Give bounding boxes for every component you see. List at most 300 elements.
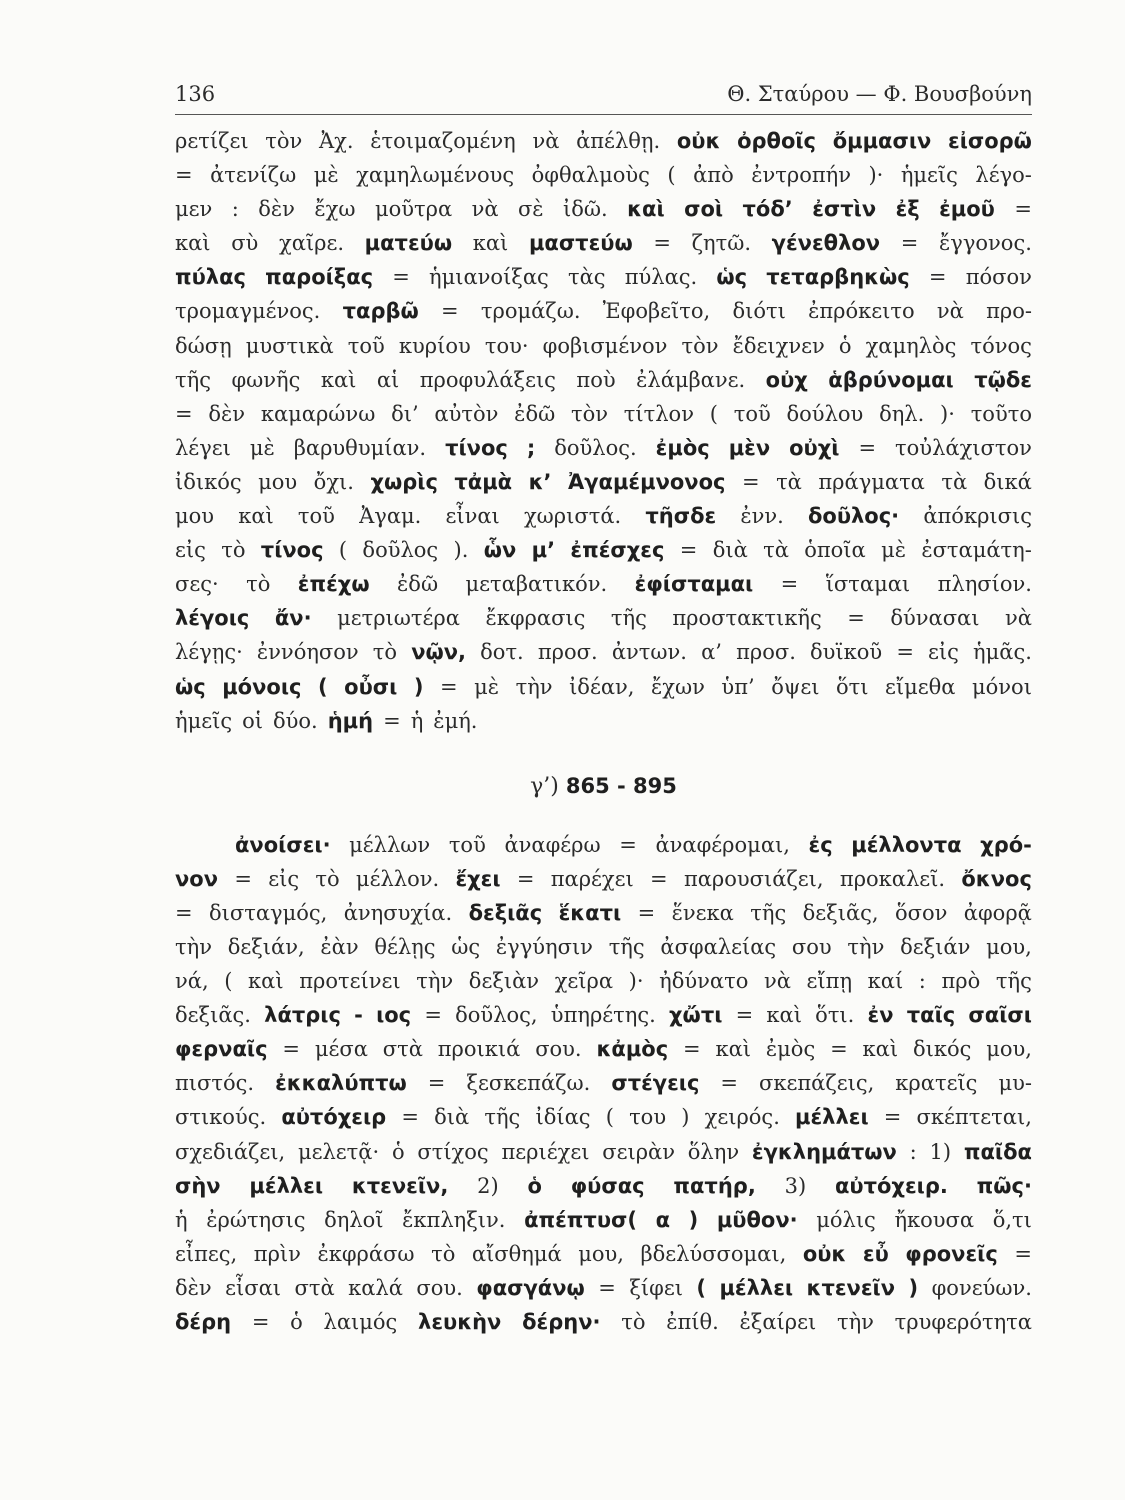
lemma-word: μόνοις	[222, 674, 302, 699]
lemma-word: ιος	[376, 1003, 412, 1028]
gloss-word: τοὐλάχιστον	[895, 435, 1032, 460]
gloss-word: =	[900, 231, 919, 256]
gloss-word: ἐὰν	[320, 934, 359, 959]
gloss-word: στικούς.	[175, 1105, 267, 1130]
gloss-word: ἡ	[410, 708, 424, 733]
text-line	[175, 862, 1032, 896]
lemma-word: σὴν	[175, 1173, 221, 1198]
gloss-word: τῆς	[750, 900, 787, 925]
gloss-word: εἶναι	[445, 504, 500, 529]
lemma-word: ἡμή	[327, 708, 374, 733]
gloss-word: ἀναφέρομαι,	[655, 832, 790, 857]
gloss-word: δηλοῖ	[324, 1207, 384, 1232]
gloss-word: ἀπέλθῃ.	[576, 129, 661, 153]
gloss-word: δοῦλος.	[554, 435, 637, 460]
gloss-word: =	[516, 866, 535, 891]
gloss-word: χωριστά.	[523, 504, 622, 529]
gloss-word: οἱ	[242, 708, 263, 733]
gloss-word: δεξιᾶς.	[175, 1003, 251, 1028]
running-head: Θ. Σταύρου — Φ. Βουσβούνη	[727, 82, 1032, 106]
gloss-word: ἔκφρασις	[485, 606, 586, 631]
gloss-word: Ἀχ.	[318, 129, 354, 153]
gloss-word: ἡμεῖς	[900, 163, 958, 188]
lemma-word: )	[908, 1275, 919, 1300]
text-line	[175, 1066, 1032, 1100]
gloss-word: ὁ	[290, 1310, 303, 1334]
text-line	[175, 896, 1032, 930]
gloss-word: βδελύσσομαι,	[640, 1241, 787, 1266]
gloss-word: =	[175, 401, 193, 426]
lemma-word: λευκὴν	[418, 1310, 502, 1334]
gloss-word: (	[224, 969, 233, 994]
section-heading-prefix: γ’)	[530, 773, 559, 799]
gloss-word: κυρίου	[398, 333, 471, 358]
gloss-word: πρὶν	[253, 1241, 301, 1266]
gloss-word: )·	[868, 163, 884, 188]
lemma-word: φύσας	[570, 1173, 645, 1198]
text-line	[175, 499, 1032, 533]
gloss-word: εἶσαι	[225, 1275, 282, 1300]
text-line	[175, 1271, 1032, 1305]
gloss-word: μοῦτρα	[374, 197, 453, 222]
gloss-word: νὰ	[763, 969, 791, 994]
gloss-word: μέλλων	[349, 832, 431, 857]
gloss-word: μεν	[175, 197, 213, 222]
gloss-word: εἰς	[928, 640, 959, 665]
gloss-word: ἀπόκρισις	[923, 504, 1032, 529]
gloss-word: σκεπάζεις,	[759, 1071, 875, 1096]
gloss-word: πράγματα	[818, 469, 925, 494]
gloss-word: θέλῃς	[374, 934, 436, 959]
gloss-word: φονεύων.	[931, 1275, 1032, 1300]
lemma-word: ὄμμασιν	[832, 129, 932, 153]
lemma-word: οὐκ	[676, 129, 721, 153]
gloss-word: πιστός.	[175, 1071, 255, 1096]
gloss-word: =	[251, 1310, 270, 1334]
gloss-word: δὲν	[175, 1275, 212, 1300]
gloss-word: μόνοι	[972, 674, 1032, 699]
gloss-word: καὶ	[175, 231, 211, 256]
gloss-word: του	[629, 1105, 667, 1130]
gloss-word: ἵσταμαι	[825, 572, 911, 597]
lemma-word: μέλλοντα	[851, 832, 962, 857]
gloss-word: διὰ	[712, 538, 748, 563]
gloss-word: 2)	[477, 1173, 499, 1198]
lemma-word: ἕκατι	[558, 900, 622, 925]
lemma-word: φασγάνῳ	[476, 1275, 585, 1300]
lemma-word: ;	[526, 435, 536, 460]
lemma-word: (	[318, 674, 328, 699]
gloss-word: τρυφερότητα	[894, 1310, 1032, 1334]
lemma-word: χρό-	[980, 832, 1032, 857]
gloss-word: ἀτενίζω	[210, 163, 297, 188]
gloss-word: μελετᾷ·	[297, 1139, 380, 1164]
gloss-word: ξεσκεπάζω.	[466, 1071, 591, 1096]
gloss-word: πόσον	[965, 265, 1032, 290]
text-line	[175, 260, 1032, 294]
lemma-word: πῶς·	[976, 1173, 1032, 1198]
gloss-word: ξίφει	[629, 1275, 683, 1300]
lemma-word: καὶ	[627, 197, 665, 222]
gloss-word: =	[780, 572, 799, 597]
text-line	[175, 1032, 1032, 1066]
lemma-word: τἀμὰ	[454, 469, 513, 494]
lemma-word: ἐστὶν	[812, 197, 877, 222]
gloss-word: ἐμὸς	[765, 1037, 816, 1062]
gloss-word: χαμηλωμένους	[356, 163, 515, 188]
lemma-word: μέλλει	[795, 1105, 869, 1130]
text-line	[175, 964, 1032, 998]
gloss-word: μου,	[986, 1037, 1032, 1062]
gloss-word: μεταβατικόν.	[465, 572, 608, 597]
text-line	[175, 1305, 1032, 1339]
lemma-word: μαστεύω	[528, 231, 633, 256]
gloss-word: τὴν	[175, 934, 212, 959]
gloss-word: νὰ	[471, 197, 499, 222]
gloss-word: πλησίον.	[937, 572, 1032, 597]
lemma-word: εὖ	[862, 1241, 889, 1266]
lemma-word: ὁ	[527, 1173, 542, 1198]
paragraph-1	[175, 124, 1032, 738]
gloss-word: ἀπὸ	[693, 163, 734, 188]
gloss-word: ὅτι.	[815, 1003, 855, 1028]
gloss-word: φωνῆς	[231, 367, 301, 392]
gloss-word: ἀναφέρω	[504, 832, 601, 857]
lemma-word: -	[354, 1003, 363, 1028]
text-line	[175, 465, 1032, 499]
gloss-word: μέσα	[314, 1037, 368, 1062]
gloss-word: φοβισμένον	[542, 333, 668, 358]
gloss-word: τὰς	[567, 265, 606, 290]
gloss-word: (	[605, 1105, 614, 1130]
gloss-word: ἐδῶ	[514, 401, 556, 426]
gloss-word: =	[424, 1003, 442, 1028]
gloss-word: χεῖρα	[554, 969, 614, 994]
text-line	[175, 635, 1032, 669]
gloss-word: ἰδῶ.	[563, 197, 608, 222]
gloss-word: =	[650, 866, 668, 891]
gloss-word: =	[282, 1037, 300, 1062]
gloss-word: =	[858, 435, 877, 460]
gloss-word: προικιά	[437, 1037, 521, 1062]
lemma-word: παῖδα	[963, 1139, 1032, 1164]
lemma-word: )	[688, 1207, 699, 1232]
text-line	[175, 704, 1032, 738]
gloss-word: ἀφορᾷ	[963, 900, 1032, 925]
gloss-word: =	[401, 1105, 419, 1130]
lemma-word: σοὶ	[684, 197, 724, 222]
lemma-word: ἐπέσχες	[570, 538, 665, 563]
gloss-word: προτείνει	[299, 969, 401, 994]
gloss-word: λέγῃς·	[175, 640, 243, 665]
gloss-word: σὺ	[231, 231, 259, 256]
lemma-word: τίνος	[445, 435, 508, 460]
lemma-word: ἐγκλημάτων	[751, 1139, 897, 1164]
gloss-word: προκαλεῖ.	[839, 866, 946, 891]
text-line	[175, 124, 1032, 158]
gloss-word: παρέχει	[550, 866, 634, 891]
lemma-word: (	[696, 1275, 707, 1300]
gloss-word: ἠδύνατο	[659, 969, 749, 994]
gloss-word: )·	[940, 401, 955, 426]
gloss-word: ἐμή.	[433, 708, 478, 733]
gloss-word: τρομάζω.	[480, 299, 581, 324]
gloss-word: ὁ	[838, 333, 852, 358]
lemma-word: φρονεῖς	[905, 1241, 998, 1266]
gloss-word: τῆς	[608, 934, 645, 959]
gloss-word: νὰ	[532, 129, 560, 153]
gloss-word: προ-	[986, 299, 1032, 324]
lemma-word: στέγεις	[611, 1071, 700, 1096]
gloss-word: τὸ	[246, 572, 271, 597]
gloss-word: τῆς	[175, 367, 211, 392]
gloss-word: προφυλάξεις	[419, 367, 556, 392]
gloss-word: δικά	[983, 469, 1032, 494]
paragraph-2	[175, 828, 1032, 1339]
page-header	[175, 66, 1032, 115]
lemma-word: Ἀγαμέμνονος	[567, 469, 726, 494]
gloss-word: ἡμιανοίξας	[429, 265, 549, 290]
gloss-word: ὑπηρέτης.	[550, 1003, 656, 1028]
lemma-word: δέρη	[175, 1310, 232, 1334]
gloss-word: ἔκπληξιν.	[402, 1207, 506, 1232]
gloss-word: τοῦτο	[970, 401, 1032, 426]
lemma-word: χωρὶς	[370, 469, 438, 494]
gloss-word: μυστικὰ	[245, 333, 334, 358]
gloss-word: διὰ	[434, 1105, 470, 1130]
gloss-word: παρουσιάζει,	[683, 866, 824, 891]
lemma-word: νον	[175, 866, 219, 891]
text-line	[175, 930, 1032, 964]
gloss-word: σὲ	[517, 197, 544, 222]
lemma-word: νῷν,	[411, 640, 467, 665]
gloss-word: χαῖρε.	[278, 231, 345, 256]
text-line	[175, 1169, 1032, 1203]
lemma-word: αὐτόχειρ	[281, 1105, 387, 1130]
gloss-word: εἴπῃ	[806, 969, 853, 994]
gloss-word: μὲ	[474, 674, 500, 699]
lemma-word: ἐν	[867, 1003, 894, 1028]
gloss-word: τὸν	[570, 401, 609, 426]
lemma-word: μέλλει	[249, 1173, 324, 1198]
gloss-word: δυϊκοῦ	[810, 640, 883, 665]
gloss-word: μόλις	[816, 1207, 876, 1232]
gloss-word: =	[683, 1037, 701, 1062]
lemma-word: εἰσορῶ	[948, 129, 1032, 153]
lemma-word: ὡς	[716, 265, 748, 290]
gloss-word: ὄχι.	[313, 469, 354, 494]
gloss-word: ἔδειχνεν	[732, 333, 825, 358]
gloss-word: =	[427, 1071, 446, 1096]
gloss-word: εἴμεθα	[885, 674, 956, 699]
gloss-word: =	[383, 708, 401, 733]
gloss-word: 1)	[929, 1139, 952, 1164]
gloss-word: ὁ	[391, 1139, 405, 1164]
lemma-word: μῦθον·	[716, 1207, 798, 1232]
gloss-word: μου	[175, 504, 215, 529]
gloss-word: τρομαγμένος.	[175, 299, 321, 324]
lemma-word: οὐχὶ	[789, 435, 840, 460]
gloss-word: χαμηλὸς	[865, 333, 957, 358]
lemma-word: χὤτι	[669, 1003, 723, 1028]
gloss-word: ἔχων	[651, 674, 705, 699]
lemma-word: ὧν	[483, 538, 517, 563]
lemma-word: δεξιᾶς	[468, 900, 543, 925]
text-line	[175, 828, 1032, 862]
gloss-word: δι’	[391, 401, 419, 426]
gloss-word: τὰ	[776, 469, 802, 494]
gloss-word: ἰδικός	[175, 469, 242, 494]
gloss-word: τοῦ	[347, 333, 385, 358]
gloss-word: ὅτι	[835, 674, 869, 699]
gloss-word: δοτ.	[480, 640, 524, 665]
text-line	[175, 192, 1032, 226]
gloss-word: =	[392, 265, 410, 290]
gloss-word: δεξιὰν	[468, 969, 540, 994]
gloss-word: τοῦ	[733, 401, 771, 426]
lemma-word: αὐτόχειρ.	[834, 1173, 948, 1198]
gloss-word: τὸ	[372, 640, 398, 665]
text-line	[175, 397, 1032, 431]
lemma-word: φερναῖς	[175, 1037, 268, 1062]
lemma-word: ἀνοίσει·	[235, 832, 331, 857]
gloss-word: δισταγμός,	[209, 900, 328, 925]
gloss-word: μου,	[986, 934, 1032, 959]
gloss-word: μετριωτέρα	[337, 606, 460, 631]
lemma-word: δοῦλος·	[807, 504, 900, 529]
gloss-word: ἔχω	[314, 197, 356, 222]
gloss-word: :	[909, 1139, 917, 1164]
gloss-word: )	[681, 1105, 690, 1130]
gloss-word: δηλ.	[879, 401, 925, 426]
text-line	[175, 567, 1032, 601]
gloss-word: τὴν	[515, 674, 553, 699]
text-line	[175, 1135, 1032, 1169]
gloss-word: ἐγγύησιν	[495, 934, 593, 959]
gloss-word: διότι	[732, 299, 786, 324]
lemma-word: α	[655, 1207, 670, 1232]
lemma-word: ἐπέχω	[297, 572, 370, 597]
gloss-word: ὑπ’	[721, 674, 755, 699]
gloss-word: =	[234, 866, 252, 891]
lemma-word: ἐμοῦ	[939, 197, 995, 222]
lemma-word: ἐφίσταμαι	[634, 572, 754, 597]
lemma-word: γένεθλον	[771, 231, 881, 256]
lemma-word: ταῖς	[906, 1003, 956, 1028]
lemma-word: ἀπέπτυσ(	[524, 1207, 637, 1232]
gloss-word: προσ.	[736, 640, 796, 665]
gloss-word: δοῦλος,	[455, 1003, 538, 1028]
gloss-word: τὸν	[681, 333, 719, 358]
lemma-word: ἔχει	[455, 866, 501, 891]
gloss-word: α’	[701, 640, 722, 665]
gloss-word: στὰ	[294, 1275, 335, 1300]
lemma-word: παροίξας	[265, 265, 374, 290]
gloss-word: προστακτικῆς	[672, 606, 822, 631]
gloss-word: τὸν	[265, 129, 303, 153]
gloss-word: του·	[484, 333, 529, 358]
gloss-word: τὸ	[315, 866, 340, 891]
gloss-word: προσ.	[537, 640, 598, 665]
lemma-word: ὄκνος	[961, 866, 1032, 891]
gloss-word: τοῦ	[448, 832, 486, 857]
gloss-word: καὶ	[862, 1037, 899, 1062]
gloss-word: ἐννόησον	[256, 640, 359, 665]
gloss-word: σου	[791, 934, 832, 959]
gloss-word: ἐκφράσω	[317, 1241, 415, 1266]
lemma-word: ὀρθοῖς	[737, 129, 817, 153]
gloss-word: τὴν	[836, 1310, 874, 1334]
gloss-word: ἐπρόκειτο	[808, 299, 915, 324]
gloss-word: δὲν	[258, 197, 295, 222]
gloss-word: ὅσον	[895, 900, 948, 925]
text-line	[175, 1203, 1032, 1237]
gloss-word: =	[847, 606, 865, 631]
lemma-word: τίνος	[260, 538, 324, 563]
gloss-word: =	[720, 1071, 739, 1096]
lemma-word: τῷδε	[974, 367, 1032, 392]
gloss-word: μὲ	[881, 538, 906, 563]
lemma-word: ματεύω	[364, 231, 453, 256]
gloss-word: αἴσθημά	[471, 1241, 562, 1266]
gloss-word: Ἐφοβεῖτο,	[602, 299, 711, 324]
gloss-word: καί	[867, 969, 904, 994]
gloss-word: δεξιάν	[900, 934, 971, 959]
gloss-word: καὶ	[248, 969, 284, 994]
gloss-word: =	[619, 832, 637, 857]
gloss-word: τῆς	[610, 606, 647, 631]
gloss-word: :	[231, 197, 239, 222]
lemma-word: κἀμὸς	[596, 1037, 669, 1062]
gloss-word: ὁποῖα	[804, 538, 866, 563]
text-line	[175, 226, 1032, 260]
gloss-word: )·	[628, 969, 644, 994]
section-heading	[175, 756, 1032, 816]
lemma-word: οὖσι	[344, 674, 398, 699]
page-number: 136	[175, 82, 216, 106]
gloss-word: σου.	[535, 1037, 582, 1062]
text-line	[175, 601, 1032, 635]
lemma-word: ἐς	[808, 832, 833, 857]
lemma-word: πύλας	[175, 265, 246, 290]
gloss-word: ἡμεῖς	[175, 708, 233, 733]
lemma-word: μέλλει	[719, 1275, 794, 1300]
gloss-word: δώσῃ	[175, 333, 232, 358]
text-line	[175, 363, 1032, 397]
gloss-word: τὸ	[431, 1241, 456, 1266]
gloss-word: μυ-	[998, 1071, 1032, 1096]
gloss-word: ἡ	[175, 1207, 188, 1232]
gloss-word: τῆς	[995, 969, 1032, 994]
gloss-word: καὶ	[472, 231, 509, 256]
gloss-word: ἔγγονος.	[939, 231, 1032, 256]
lemma-word: μὲν	[728, 435, 771, 460]
gloss-word: σες·	[175, 572, 219, 597]
gloss-word: στὰ	[382, 1037, 423, 1062]
gloss-word: ἐρώτησις	[206, 1207, 306, 1232]
gloss-word: ἐσταμάτη-	[921, 538, 1032, 563]
gloss-word: Ἀγαμ.	[359, 504, 422, 529]
text-line	[175, 1100, 1032, 1134]
gloss-word: =	[896, 640, 914, 665]
gloss-word: ζητῶ.	[691, 231, 752, 256]
gloss-word: εἶπες,	[175, 1241, 238, 1266]
gloss-word: μου,	[578, 1241, 624, 1266]
gloss-word: ρετίζει	[175, 129, 249, 153]
gloss-word: δοῦλος	[362, 538, 439, 563]
gloss-word: ἑτοιμαζομένη	[370, 129, 516, 153]
gloss-word: ἐνν.	[740, 504, 784, 529]
